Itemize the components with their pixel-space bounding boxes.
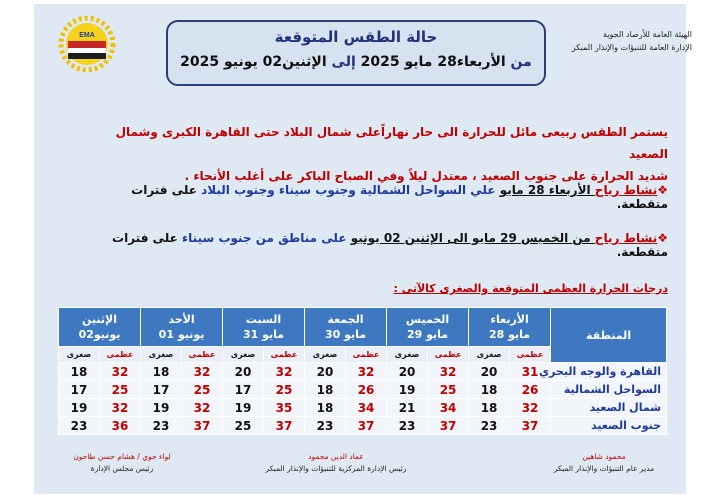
max-temp-cell: 26 — [510, 381, 551, 399]
signature-name: محمود شاهين — [582, 452, 626, 461]
wind-label: نشاط رياح — [594, 183, 658, 197]
max-temp-cell: 25 — [182, 381, 223, 399]
table-row — [59, 381, 667, 399]
date-range — [168, 54, 544, 70]
min-temp-cell: 23 — [469, 417, 510, 435]
table-row — [59, 363, 667, 381]
wind-label: نشاط رياح — [594, 231, 658, 245]
range-start: الأربعاء28 مايو 2025 — [355, 54, 511, 70]
summary-line-2: شديد الحرارة على جنوب الصعيد ، معتدل ليلاً وفي الصباح الباكر على أغلب الأنحاء . — [184, 169, 668, 183]
min-temp-cell: 17 — [223, 381, 264, 399]
wind-date: من الخميس 29 مايو الى الإثنين 02 يونيو — [350, 231, 595, 245]
wind-notice-1 — [78, 183, 668, 211]
logo-flag-red — [68, 41, 106, 48]
min-temp-cell: 19 — [387, 381, 428, 399]
min-temp-cell: 20 — [305, 363, 346, 381]
day-header — [469, 308, 551, 347]
table-header-row — [59, 308, 667, 347]
max-temp-cell: 32 — [264, 363, 305, 381]
region-cell: السواحل الشمالية — [551, 381, 667, 399]
table-row — [59, 399, 667, 417]
min-temp-cell: 23 — [387, 417, 428, 435]
min-temp-cell: 23 — [141, 417, 182, 435]
wind-date: الأربعاء 28 مايو — [499, 183, 595, 197]
min-temp-cell: 23 — [59, 417, 100, 435]
max-temp-cell: 32 — [182, 399, 223, 417]
max-temp-cell: 34 — [346, 399, 387, 417]
signature-name: لواء جوي / هشام حسن طاحون — [73, 452, 171, 461]
page-title: حالة الطقس المتوقعة — [274, 28, 438, 46]
min-temp-cell: 18 — [141, 363, 182, 381]
signature-position: رئيس مجلس الإدارة — [90, 464, 154, 473]
max-temp-cell: 37 — [428, 417, 469, 435]
region-column-header: المنطقة — [551, 308, 667, 363]
min-temp-cell: 17 — [141, 381, 182, 399]
max-temp-cell: 37 — [346, 417, 387, 435]
min-temp-cell: 20 — [223, 363, 264, 381]
logo-text: EMA — [79, 32, 95, 39]
day-date: 01 يونيو — [158, 328, 205, 341]
day-name: الأحد — [168, 313, 195, 326]
day-name: الخميس — [405, 313, 450, 326]
range-prefix: من — [510, 54, 532, 70]
signature-board-chairman — [52, 451, 192, 475]
wind-notice-2 — [78, 231, 668, 259]
min-label: صغرى — [387, 347, 428, 363]
min-temp-cell: 18 — [305, 381, 346, 399]
min-temp-cell: 21 — [387, 399, 428, 417]
weather-summary — [78, 121, 668, 187]
signature-central-director — [236, 451, 436, 475]
min-temp-cell: 17 — [59, 381, 100, 399]
day-header — [305, 308, 387, 347]
min-temp-cell: 18 — [59, 363, 100, 381]
signature-position: مدير عام التنبؤات والإنذار المبكر — [553, 464, 655, 473]
bullet-icon: ❖ — [657, 231, 668, 245]
min-temp-cell: 19 — [223, 399, 264, 417]
max-temp-cell: 32 — [100, 399, 141, 417]
agency-name — [552, 28, 692, 54]
wind-tail: على فترات متقطعة. — [112, 231, 668, 259]
min-temp-cell: 18 — [469, 381, 510, 399]
day-date: 28 مايو — [489, 328, 531, 341]
max-temp-cell: 32 — [100, 363, 141, 381]
day-header — [141, 308, 223, 347]
region-cell: القاهرة والوجه البحري — [551, 363, 667, 381]
min-temp-cell: 18 — [305, 399, 346, 417]
bullet-icon: ❖ — [657, 183, 668, 197]
max-temp-cell: 37 — [264, 417, 305, 435]
max-temp-cell: 26 — [346, 381, 387, 399]
max-temp-cell: 25 — [100, 381, 141, 399]
max-temp-cell: 31 — [510, 363, 551, 381]
agency-line-1: الهيئة العامة للأرصاد الجوية — [603, 30, 692, 39]
min-temp-cell: 18 — [469, 399, 510, 417]
max-label: عظمى — [346, 347, 387, 363]
wind-places: علي السواحل الشمالية وجنوب سيناء وجنوب البلاد — [201, 183, 500, 197]
range-connector: إلى — [331, 54, 356, 70]
day-name: الأربعاء — [490, 313, 529, 326]
summary-line-1: يستمر الطقس ربيعى مائل للحرارة الى حار نهاراًعلى شمال البلاد حتى القاهرة الكبرى وشمال الصعيد — [115, 125, 668, 161]
signature-name: عماد الدين محمود — [308, 452, 364, 461]
min-temp-cell: 19 — [59, 399, 100, 417]
max-label: عظمى — [182, 347, 223, 363]
region-cell: جنوب الصعيد — [551, 417, 667, 435]
min-temp-cell: 20 — [469, 363, 510, 381]
max-label: عظمى — [428, 347, 469, 363]
min-label: صغرى — [141, 347, 182, 363]
ema-logo — [46, 16, 128, 72]
title-box — [166, 20, 546, 86]
max-temp-cell: 36 — [100, 417, 141, 435]
signature-position: رئيس الإدارة المركزية للتنبؤات والإنذار المبكر — [265, 464, 407, 473]
temperature-table-heading: درجات الحرارة العظمى المتوقعة والصغرى كالآتى : — [393, 282, 668, 295]
max-temp-cell: 25 — [264, 381, 305, 399]
logo-flag-white — [68, 48, 106, 53]
min-temp-cell: 25 — [223, 417, 264, 435]
day-date: 02يونيو — [78, 328, 121, 341]
max-temp-cell: 37 — [182, 417, 223, 435]
min-label: صغرى — [59, 347, 100, 363]
max-temp-cell: 32 — [346, 363, 387, 381]
max-temp-cell: 32 — [182, 363, 223, 381]
max-temp-cell: 32 — [428, 363, 469, 381]
min-label: صغرى — [223, 347, 264, 363]
day-name: السبت — [245, 313, 282, 326]
day-header — [59, 308, 141, 347]
temperature-table — [58, 307, 667, 435]
signature-forecast-director — [534, 451, 674, 475]
max-label: عظمى — [510, 347, 551, 363]
max-label: عظمى — [100, 347, 141, 363]
day-header — [387, 308, 469, 347]
max-temp-cell: 32 — [510, 399, 551, 417]
table-row — [59, 417, 667, 435]
wind-tail: على فترات متقطعة. — [131, 183, 668, 211]
region-cell: شمال الصعيد — [551, 399, 667, 417]
day-date: 30 مايو — [324, 328, 367, 341]
min-label: صغرى — [469, 347, 510, 363]
max-temp-cell: 34 — [428, 399, 469, 417]
max-label: عظمى — [264, 347, 305, 363]
day-name: الجمعة — [327, 313, 364, 326]
agency-line-2: الإدارة العامة للتنبؤات والإنذار المبكر — [571, 43, 692, 52]
min-temp-cell: 23 — [305, 417, 346, 435]
min-label: صغرى — [305, 347, 346, 363]
min-temp-cell: 20 — [387, 363, 428, 381]
wind-places: على مناطق من جنوب سيناء — [182, 231, 351, 245]
range-end: الإثنين02 يونيو 2025 — [180, 54, 332, 70]
min-temp-cell: 19 — [141, 399, 182, 417]
max-temp-cell: 35 — [264, 399, 305, 417]
max-temp-cell: 25 — [428, 381, 469, 399]
day-date: 29 مايو — [406, 328, 449, 341]
day-header — [223, 308, 305, 347]
day-date: 31 مايو — [242, 328, 285, 341]
logo-flag-black — [68, 53, 106, 59]
day-name: الإثنين — [82, 313, 117, 326]
max-temp-cell: 37 — [510, 417, 551, 435]
